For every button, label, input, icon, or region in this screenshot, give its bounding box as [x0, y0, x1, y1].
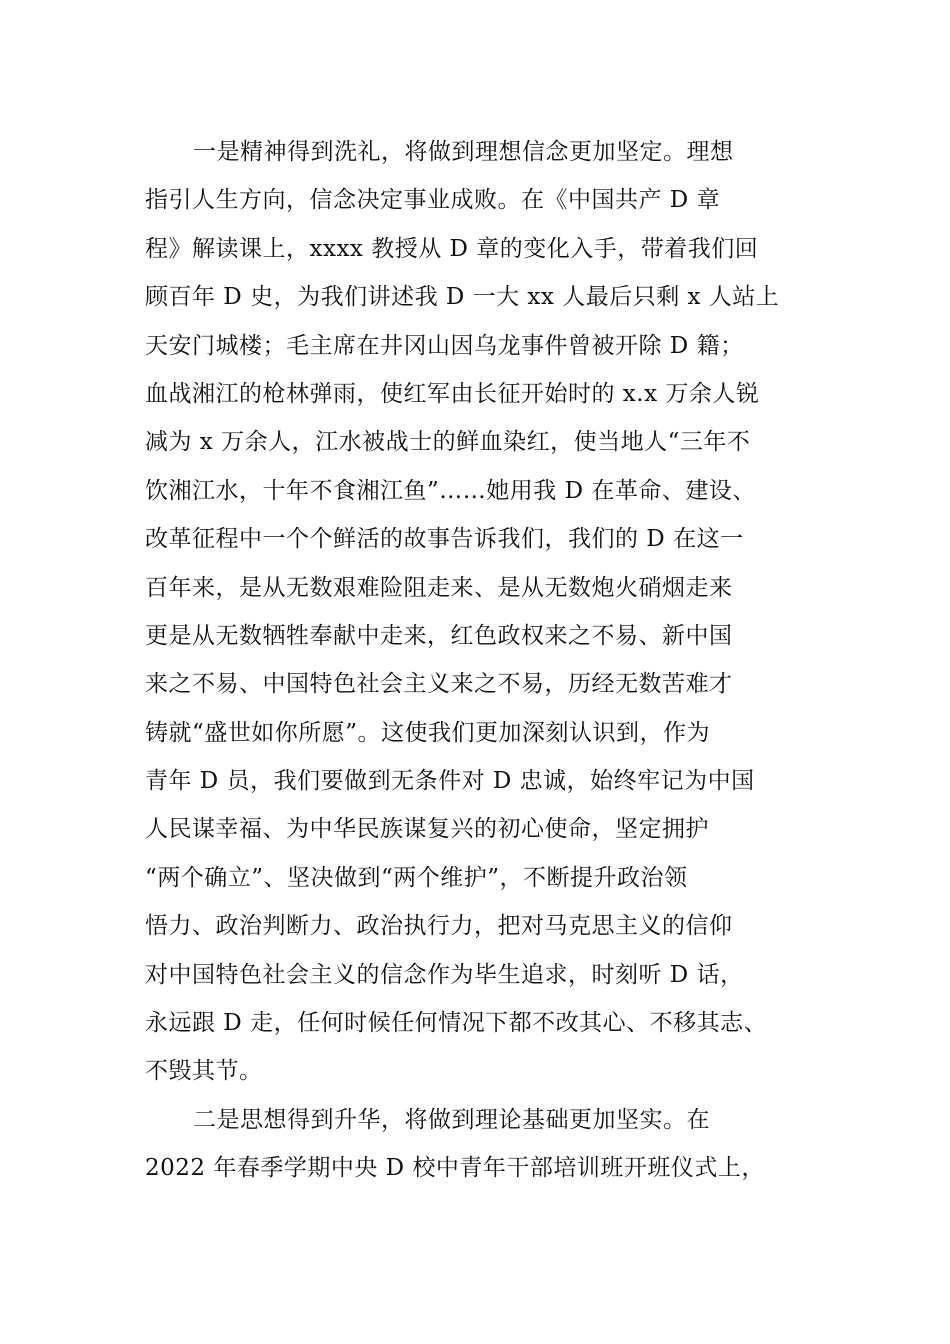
text-line: 更是从无数牺牲奉献中走来，红色政权来之不易、新中国	[145, 622, 733, 649]
text-line: 顾百年 D 史，为我们讲述我 D 一大 xx 人最后只剩 x 人站上	[145, 284, 780, 311]
text-line: 减为 x 万余人，江水被战士的鲜血染红，使当地人“三年不	[145, 429, 751, 456]
text-line: 二是思想得到升华，将做到理论基础更加坚实。在	[193, 1106, 710, 1133]
text-line: 百年来，是从无数艰难险阻走来、是从无数炮火硝烟走来	[145, 574, 733, 601]
body-text	[145, 128, 810, 1193]
text-line: “两个确立”、坚决做到“两个维护”，不断提升政治领	[145, 864, 688, 891]
text-line: 铸就“盛世如你所愿”。这使我们更加深刻认识到，作为	[145, 719, 711, 746]
text-line: 永远跟 D 走，任何时候任何情况下都不改其心、不移其志、	[145, 1010, 768, 1037]
text-line: 天安门城楼；毛主席在井冈山因乌龙事件曾被开除 D 籍；	[145, 332, 744, 359]
text-line: 对中国特色社会主义的信念作为毕生追求，时刻听 D 话，	[145, 961, 744, 988]
text-line: 血战湘江的枪林弹雨，使红军由长征开始时的 x.x 万余人锐	[145, 380, 760, 407]
paragraph-2	[145, 1096, 810, 1193]
text-line: 来之不易、中国特色社会主义来之不易，历经无数苦难才	[145, 671, 733, 698]
text-line: 人民谋幸福、为中华民族谋复兴的初心使命，坚定拥护	[145, 816, 709, 843]
text-line: 不毁其节。	[145, 1058, 263, 1085]
text-line: 青年 D 员，我们要做到无条件对 D 忠诚，始终牢记为中国	[145, 768, 755, 795]
text-line: 程》解读课上，xxxx 教授从 D 章的变化入手，带着我们回	[145, 235, 759, 262]
text-line: 改革征程中一个个鲜活的故事告诉我们，我们的 D 在这一	[145, 526, 744, 553]
text-line: 饮湘江水，十年不食湘江鱼”……她用我 D 在革命、建设、	[145, 477, 756, 504]
text-line: 悟力、政治判断力、政治执行力，把对马克思主义的信仰	[145, 913, 733, 940]
text-line: 一是精神得到洗礼，将做到理想信念更加坚定。理想	[193, 139, 734, 165]
text-line: 指引人生方向，信念决定事业成败。在《中国共产 D 章	[145, 187, 721, 214]
paragraph-1	[145, 128, 810, 1096]
text-line: 2022 年春季学期中央 D 校中青年干部培训班开班仪式上，	[145, 1155, 765, 1182]
